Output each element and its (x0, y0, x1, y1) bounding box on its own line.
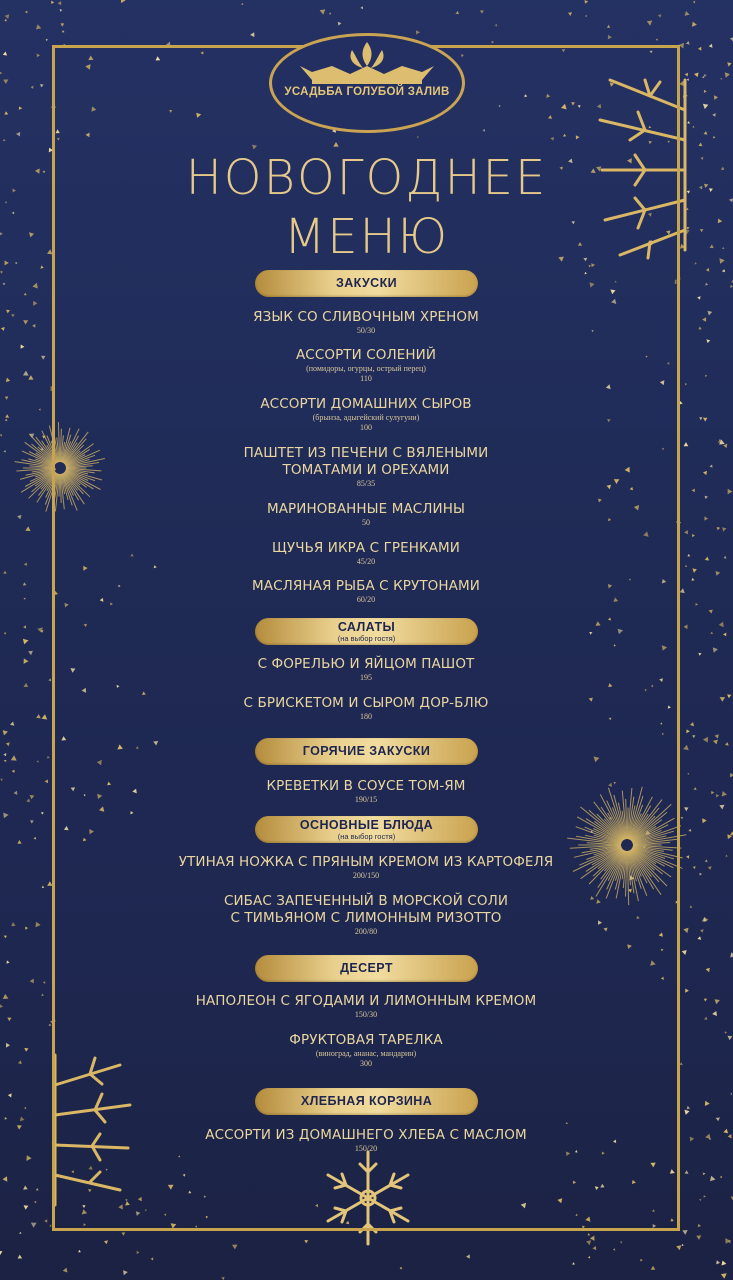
menu-item (120, 578, 612, 605)
item-name: АССОРТИ ИЗ ДОМАШНЕГО ХЛЕБА С МАСЛОМ (205, 1127, 527, 1143)
item-description: (виноград, ананас, мандарин) (315, 1049, 417, 1058)
menu-item (120, 778, 612, 805)
menu-item (120, 445, 612, 489)
section-header-dessert (255, 955, 478, 982)
menu-item (120, 893, 612, 937)
item-weight: 150/30 (354, 1010, 378, 1019)
item-weight: 195 (360, 673, 372, 682)
item-name: АССОРТИ ДОМАШНИХ СЫРОВ (260, 396, 472, 412)
item-name: МАСЛЯНАЯ РЫБА С КРУТОНАМИ (252, 578, 480, 594)
item-name: МАРИНОВАННЫЕ МАСЛИНЫ (266, 501, 466, 517)
section-label: ХЛЕБНАЯ КОРЗИНА (300, 1094, 433, 1108)
menu-item (120, 656, 612, 683)
item-name: АССОРТИ СОЛЕНИЙ (295, 347, 437, 363)
item-name: ПАШТЕТ ИЗ ПЕЧЕНИ С ВЯЛЕНЫМИ ТОМАТАМИ И ОРЕХАМИ (243, 445, 489, 478)
section-header-salads (255, 618, 478, 645)
section-header-hot-snacks (255, 738, 478, 765)
section-header-main-dishes (255, 816, 478, 843)
item-description: (помидоры, огурцы, острый перец) (306, 364, 426, 373)
section-note: (на выбор гостя) (337, 634, 396, 643)
item-name: ФРУКТОВАЯ ТАРЕЛКА (289, 1032, 443, 1048)
item-name: ЩУЧЬЯ ИКРА С ГРЕНКАМИ (272, 540, 460, 556)
item-weight: 150/20 (354, 1144, 378, 1153)
menu-title-line-2: МЕНЮ (283, 209, 450, 265)
item-weight: 50 (362, 518, 370, 527)
menu-item (120, 540, 612, 567)
item-weight: 45/20 (356, 557, 376, 566)
menu-item (120, 501, 612, 528)
menu-title-line-1: НОВОГОДНЕЕ (185, 150, 548, 206)
menu-item (120, 347, 612, 384)
item-name: НАПОЛЕОН С ЯГОДАМИ И ЛИМОННЫМ КРЕМОМ (195, 993, 537, 1009)
menu-item (120, 1127, 612, 1154)
item-name: УТИНАЯ НОЖКА С ПРЯНЫМ КРЕМОМ ИЗ КАРТОФЕЛЯ (178, 854, 554, 870)
logo (269, 33, 465, 133)
item-weight: 60/20 (356, 595, 376, 604)
section-header-bread-basket (255, 1088, 478, 1115)
section-label: ОСНОВНЫЕ БЛЮДА (299, 818, 434, 832)
item-weight: 300 (360, 1059, 372, 1068)
menu-item (120, 993, 612, 1020)
menu-item (120, 854, 612, 881)
item-name: КРЕВЕТКИ В СОУСЕ ТОМ-ЯМ (266, 778, 466, 794)
section-label: ЗАКУСКИ (335, 276, 397, 290)
section-note: (на выбор гостя) (337, 832, 396, 841)
menu-item (120, 695, 612, 722)
section-header-snacks (255, 270, 478, 297)
item-weight: 190/15 (354, 795, 378, 804)
item-name: СИБАС ЗАПЕЧЕННЫЙ В МОРСКОЙ СОЛИ С ТИМЬЯНОМ С ЛИМОННЫМ РИЗОТТО (223, 893, 509, 926)
section-label: ДЕСЕРТ (340, 961, 393, 975)
item-weight: 200/80 (354, 927, 378, 936)
menu-item (120, 396, 612, 433)
item-weight: 50/30 (356, 326, 376, 335)
section-label: ГОРЯЧИЕ ЗАКУСКИ (302, 744, 431, 758)
item-name: ЯЗЫК СО СЛИВОЧНЫМ ХРЕНОМ (253, 309, 479, 325)
menu-item (120, 1032, 612, 1069)
item-name: С ФОРЕЛЬЮ И ЯЙЦОМ ПАШОТ (257, 656, 475, 672)
item-weight: 200/150 (352, 871, 380, 880)
item-weight: 85/35 (356, 479, 376, 488)
section-label: САЛАТЫ (337, 620, 396, 634)
item-weight: 100 (360, 423, 372, 432)
item-weight: 180 (360, 712, 372, 721)
menu-item (120, 309, 612, 336)
item-name: С БРИСКЕТОМ И СЫРОМ ДОР-БЛЮ (243, 695, 489, 711)
item-description: (брынза, адыгейский сулугуни) (312, 413, 420, 422)
logo-text: УСАДЬБА ГОЛУБОЙ ЗАЛИВ (284, 86, 450, 98)
item-weight: 110 (360, 374, 372, 383)
